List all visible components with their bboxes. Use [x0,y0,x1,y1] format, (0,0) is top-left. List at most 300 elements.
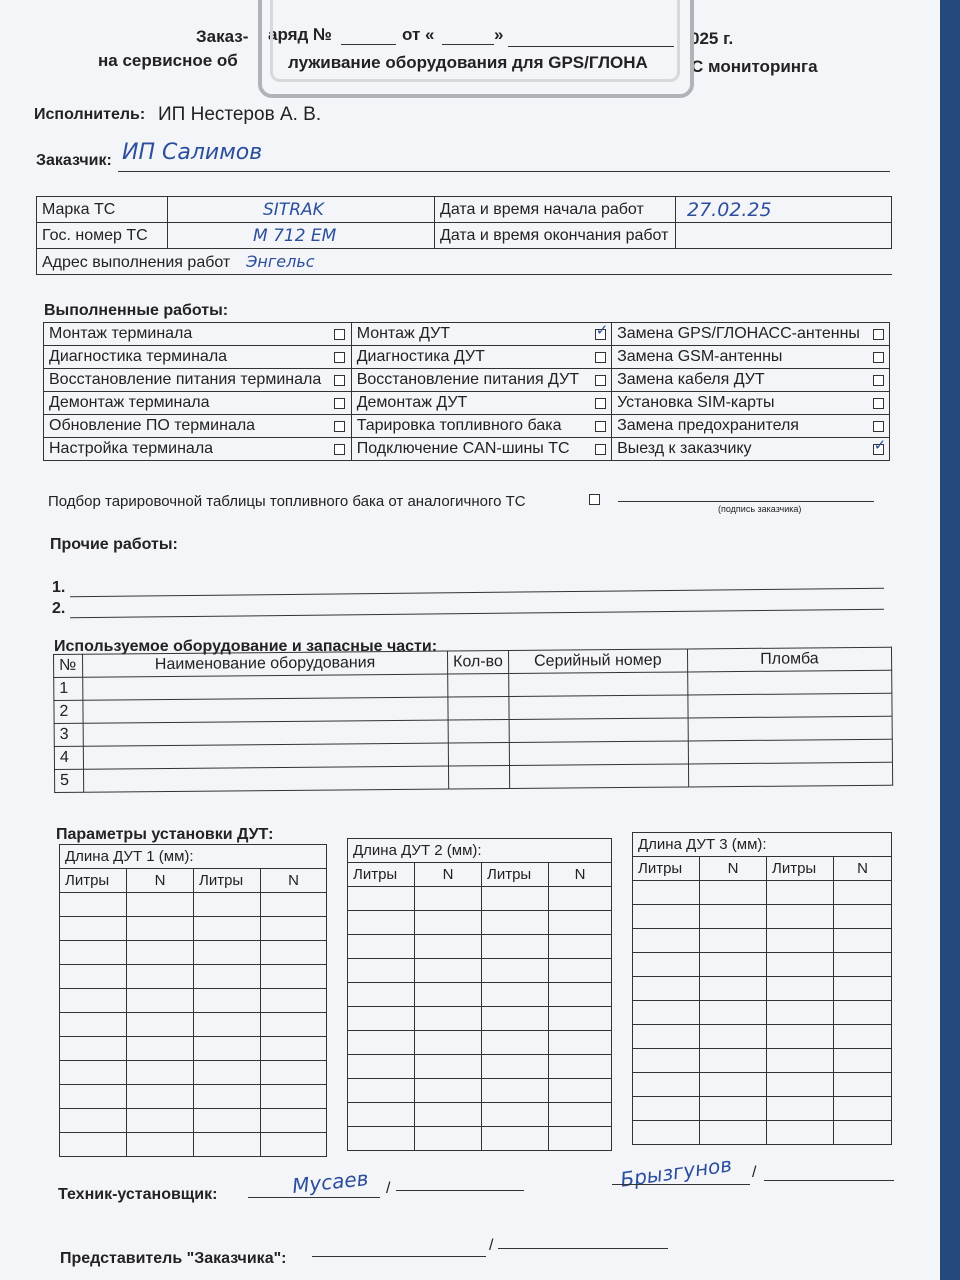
dut-cell[interactable] [482,935,549,959]
dut-cell[interactable] [482,1007,549,1031]
other-number-1: 1. [52,579,66,596]
table-row [60,893,327,917]
tech-signature-2: Брызгунов [618,1152,734,1192]
customer-signature-line [618,501,874,502]
plate-value: М 712 ЕМ [253,225,337,246]
works-row [44,346,890,369]
dut-cell[interactable] [60,917,127,941]
start-label: Дата и время начала работ [435,197,676,223]
table-row [60,1085,327,1109]
dut-cell[interactable] [549,1007,612,1031]
table-row [633,1025,892,1049]
works-row [44,392,890,415]
start-value: 27.02.25 [687,198,772,221]
eq-cell[interactable] [508,672,687,697]
dut-cell[interactable] [767,905,834,929]
dut-cell[interactable] [194,1013,261,1037]
dut-cell[interactable] [261,1037,327,1061]
eq-cell[interactable] [509,695,688,720]
dut-cell[interactable] [834,1025,892,1049]
dut1-n-a: N [127,869,194,893]
works-misc-label: Замена кабеля ДУТ [612,369,870,392]
eq-cell[interactable] [83,697,448,723]
dut-cell[interactable] [834,1049,892,1073]
eq-row-number: 2 [54,700,83,723]
dut-cell[interactable] [415,1127,482,1151]
works-terminal-checkbox[interactable] [334,329,345,340]
dut-cell[interactable] [348,983,415,1007]
table-row [348,1007,612,1031]
dut-cell[interactable] [482,1055,549,1079]
dut-cell[interactable] [482,1031,549,1055]
dut-cell[interactable] [415,1031,482,1055]
dut-cell[interactable] [633,953,700,977]
dut-cell[interactable] [549,911,612,935]
works-misc-label: Замена предохранителя [612,415,870,438]
dut1-n-b: N [261,869,327,893]
eq-cell[interactable] [83,743,448,769]
eq-cell[interactable] [688,716,892,741]
table-row [60,917,327,941]
works-dut-checkbox[interactable] [595,444,606,455]
equipment-table [53,647,893,793]
works-dut-checkbox[interactable] [595,375,606,386]
dut-cell[interactable] [767,1121,834,1145]
other-heading: Прочие работы: [50,536,178,553]
dut-cell[interactable] [767,953,834,977]
dut-cell[interactable] [700,953,767,977]
dut-cell[interactable] [415,1079,482,1103]
dut-cell[interactable] [633,1097,700,1121]
dut-cell[interactable] [348,959,415,983]
dut-cell[interactable] [127,1133,194,1157]
dut-cell[interactable] [482,1103,549,1127]
dut-cell[interactable] [700,1001,767,1025]
works-terminal-checkbox[interactable] [334,375,345,386]
works-terminal-check-cell [331,392,351,415]
dut-cell[interactable] [549,983,612,1007]
works-terminal-check-cell [331,346,351,369]
check-mark-icon: ✓ [873,437,887,454]
dut-cell[interactable] [194,917,261,941]
plate-label: Гос. номер ТС [37,223,168,249]
dut2-length-label: Длина ДУТ 2 (мм): [348,839,612,863]
works-terminal-label: Диагностика терминала [44,346,332,369]
eq-cell[interactable] [509,741,688,766]
dut3-liters-b: Литры [767,857,834,881]
executor-value: ИП Нестеров А. В. [158,104,322,125]
eq-cell[interactable] [448,766,509,790]
dut-cell[interactable] [60,1013,127,1037]
dut-cell[interactable] [348,1055,415,1079]
eq-col-qty: Кол-во [447,651,508,675]
works-misc-label: Замена GSM-антенны [612,346,870,369]
dut-cell[interactable] [549,1055,612,1079]
table-row [633,1049,892,1073]
end-label: Дата и время окончания работ [435,223,676,249]
rep-sign-line-1 [312,1256,486,1257]
dut-cell[interactable] [127,1085,194,1109]
dut-cell[interactable] [194,941,261,965]
works-misc-check-cell [870,438,890,461]
dut-cell[interactable] [348,935,415,959]
start-value-cell [676,197,892,223]
works-terminal-check-cell [331,323,351,346]
calibration-label: Подбор тарировочной таблицы топливного бака от аналогичного ТС [48,493,526,510]
eq-col-name: Наименование оборудования [83,651,448,677]
dut-cell[interactable] [194,893,261,917]
dut-cell[interactable] [549,935,612,959]
rep-slash: / [489,1237,494,1254]
works-terminal-check-cell [331,438,351,461]
works-dut-check-cell [592,346,612,369]
eq-cell[interactable] [84,766,449,792]
dut-cell[interactable] [261,1013,327,1037]
table-row [348,959,612,983]
title-subtitle-end: С мониторинга [691,57,818,76]
works-misc-check-cell [870,346,890,369]
dut-cell[interactable] [261,989,327,1013]
table-row [633,1121,892,1145]
dut-cell[interactable] [60,989,127,1013]
works-dut-check-cell [592,438,612,461]
dut-cell[interactable] [549,1031,612,1055]
dut-cell[interactable] [700,905,767,929]
dut-cell[interactable] [700,1073,767,1097]
dut1-length-label: Длина ДУТ 1 (мм): [60,845,327,869]
works-dut-check-cell [592,415,612,438]
eq-col-seal: Пломба [687,647,891,672]
dut-cell[interactable] [348,1007,415,1031]
plate-value-cell [168,223,435,249]
eq-cell[interactable] [83,674,448,700]
works-misc-checkbox[interactable] [873,329,884,340]
eq-cell[interactable] [448,743,509,767]
tech-sign-line-1 [248,1197,380,1198]
dut-cell[interactable] [415,911,482,935]
eq-cell[interactable] [509,718,688,743]
dut-cell[interactable] [549,1127,612,1151]
dut-cell[interactable] [348,911,415,935]
dut-cell[interactable] [767,1001,834,1025]
eq-cell[interactable] [448,674,509,698]
binder-clip-inner [270,0,680,82]
dut-cell[interactable] [633,1049,700,1073]
table-row [60,1133,327,1157]
dut-cell[interactable] [415,887,482,911]
dut-cell[interactable] [700,977,767,1001]
dut-cell[interactable] [261,1133,327,1157]
works-misc-check-cell [870,392,890,415]
works-terminal-checkbox[interactable] [334,421,345,432]
dut-cell[interactable] [261,941,327,965]
dut-cell[interactable] [348,1103,415,1127]
works-misc-label: Установка SIM-карты [612,392,870,415]
works-terminal-check-cell [331,415,351,438]
table-row [348,1031,612,1055]
table-row [348,935,612,959]
dut-cell[interactable] [127,1037,194,1061]
dut-cell[interactable] [834,1121,892,1145]
dut-cell[interactable] [767,881,834,905]
title-quote: » [494,25,504,44]
dut-cell[interactable] [700,1049,767,1073]
dut-cell[interactable] [700,929,767,953]
works-misc-check-cell [870,323,890,346]
works-misc-checkbox[interactable] [873,352,884,363]
works-terminal-checkbox[interactable] [334,398,345,409]
works-dut-label: Демонтаж ДУТ [351,392,592,415]
works-dut-label: Восстановление питания ДУТ [351,369,592,392]
address-label: Адрес выполнения работ [42,253,231,271]
eq-cell[interactable] [688,762,892,787]
dut-cell[interactable] [767,929,834,953]
works-terminal-check-cell [331,369,351,392]
dut-cell[interactable] [767,1049,834,1073]
dut-cell[interactable] [767,977,834,1001]
title-subtitle-left: на сервисное об [98,51,238,70]
dut-cell[interactable] [127,941,194,965]
customer-signature-caption: (подпись заказчика) [718,504,802,514]
dut-cell[interactable] [348,887,415,911]
works-row [44,438,890,461]
works-dut-check-cell [592,369,612,392]
works-misc-check-cell [870,415,890,438]
dut-cell[interactable] [261,893,327,917]
tech-label: Техник-установщик: [58,1186,218,1203]
dut-cell[interactable] [415,935,482,959]
dut-cell[interactable] [482,983,549,1007]
dut2-n-b: N [549,863,612,887]
dut-cell[interactable] [194,1109,261,1133]
dut-cell[interactable] [767,1097,834,1121]
dut-cell[interactable] [127,1013,194,1037]
works-misc-label: Замена GPS/ГЛОНАСС-антенны [612,323,870,346]
dut-cell[interactable] [261,1085,327,1109]
eq-row-number: 5 [55,769,84,792]
dut-cell[interactable] [194,1133,261,1157]
works-dut-check-cell [592,323,612,346]
dut1-liters-b: Литры [194,869,261,893]
dut1-liters-a: Литры [60,869,127,893]
brand-label: Марка ТС [37,197,168,223]
dut-cell[interactable] [482,959,549,983]
eq-cell[interactable] [688,693,892,718]
table-row [633,929,892,953]
dut-cell[interactable] [549,1079,612,1103]
table-row [633,1073,892,1097]
table-row [348,1079,612,1103]
eq-row-number: 4 [54,746,83,769]
dut-cell[interactable] [700,1025,767,1049]
dut-cell[interactable] [127,965,194,989]
tech-slash-2: / [752,1164,757,1181]
dut-cell[interactable] [127,917,194,941]
table-row [60,1061,327,1085]
dut-cell[interactable] [60,1061,127,1085]
dut-table-3 [632,832,892,1145]
works-terminal-label: Обновление ПО терминала [44,415,332,438]
dut-cell[interactable] [482,887,549,911]
dut-cell[interactable] [127,1061,194,1085]
table-row [60,965,327,989]
dut-cell[interactable] [834,1073,892,1097]
dut-cell[interactable] [633,977,700,1001]
title-part-2: аряд № [268,25,332,44]
works-row [44,369,890,392]
eq-row-number: 1 [54,677,83,700]
dut-cell[interactable] [348,1079,415,1103]
dut-cell[interactable] [633,1001,700,1025]
works-dut-label: Подключение CAN-шины ТС [351,438,592,461]
dut-cell[interactable] [60,965,127,989]
dut-cell[interactable] [633,1073,700,1097]
dut-cell[interactable] [261,1061,327,1085]
works-dut-label: Монтаж ДУТ [351,323,592,346]
dut-cell[interactable] [127,989,194,1013]
works-misc-checkbox[interactable] [873,375,884,386]
dut-cell[interactable] [194,1037,261,1061]
dut-cell[interactable] [261,917,327,941]
eq-col-serial: Серийный номер [508,649,687,674]
dut-cell[interactable] [834,905,892,929]
table-row [348,887,612,911]
works-dut-checkbox[interactable] [595,352,606,363]
eq-cell[interactable] [687,670,891,695]
works-misc-label: Выезд к заказчику [612,438,870,461]
table-row [60,989,327,1013]
dut-cell[interactable] [60,1133,127,1157]
dut-table-1 [59,844,327,1157]
customer-line [118,171,890,172]
works-heading: Выполненные работы: [44,302,229,319]
works-dut-checkbox[interactable] [595,398,606,409]
dut-cell[interactable] [700,1121,767,1145]
dut3-liters-a: Литры [633,857,700,881]
dut-cell[interactable] [482,911,549,935]
works-terminal-label: Монтаж терминала [44,323,332,346]
works-terminal-label: Восстановление питания терминала [44,369,332,392]
table-row [348,1103,612,1127]
table-row [60,941,327,965]
dut-cell[interactable] [60,941,127,965]
eq-cell[interactable] [448,697,509,721]
dut2-n-a: N [415,863,482,887]
dut-cell[interactable] [194,1085,261,1109]
dut-cell[interactable] [834,977,892,1001]
works-terminal-checkbox[interactable] [334,352,345,363]
dut-cell[interactable] [127,1109,194,1133]
rep-sign-line-2 [498,1248,668,1249]
dut-cell[interactable] [194,965,261,989]
calibration-checkbox[interactable] [589,494,600,505]
dut-cell[interactable] [60,1109,127,1133]
tech-slash-1: / [386,1180,391,1197]
dut-cell[interactable] [482,1127,549,1151]
dut-cell[interactable] [549,959,612,983]
representative-label: Представитель "Заказчика": [60,1250,287,1267]
dut-cell[interactable] [767,1025,834,1049]
title-from: от « [402,25,435,44]
dut2-liters-b: Литры [482,863,549,887]
dut-cell[interactable] [194,1061,261,1085]
dut-cell[interactable] [549,1103,612,1127]
dut-cell[interactable] [261,1109,327,1133]
dut-cell[interactable] [549,887,612,911]
works-misc-checkbox[interactable] [873,421,884,432]
table-row [348,983,612,1007]
dut-cell[interactable] [415,1103,482,1127]
dut-cell[interactable] [633,1025,700,1049]
dut-cell[interactable] [700,881,767,905]
address-value: Энгельс [246,251,315,271]
table-row [348,911,612,935]
customer-value: ИП Салимов [122,140,263,165]
table-row [633,953,892,977]
address-cell [37,249,435,275]
eq-cell[interactable] [83,720,448,746]
dut-cell[interactable] [415,959,482,983]
dut-cell[interactable] [834,1001,892,1025]
works-terminal-label: Демонтаж терминала [44,392,332,415]
dut-cell[interactable] [482,1079,549,1103]
dut-cell[interactable] [415,1007,482,1031]
works-misc-checkbox[interactable] [873,398,884,409]
dut-cell[interactable] [60,1037,127,1061]
dut-cell[interactable] [834,1097,892,1121]
executor-label: Исполнитель: [34,106,146,123]
dut-table-2 [347,838,612,1151]
dut-cell[interactable] [834,953,892,977]
dut-cell[interactable] [767,1073,834,1097]
works-dut-checkbox[interactable] [595,421,606,432]
brand-value: SITRAK [263,199,324,220]
dut-cell[interactable] [633,929,700,953]
dut-cell[interactable] [348,1127,415,1151]
dut-cell[interactable] [415,1055,482,1079]
table-row [633,905,892,929]
dut-cell[interactable] [348,1031,415,1055]
table-row [348,1055,612,1079]
dut-cell[interactable] [415,983,482,1007]
dut-cell[interactable] [700,1097,767,1121]
dut-cell[interactable] [127,893,194,917]
eq-row-number: 3 [54,723,83,746]
clipboard-edge [940,0,960,1280]
works-terminal-checkbox[interactable] [334,444,345,455]
works-dut-label: Диагностика ДУТ [351,346,592,369]
eq-cell[interactable] [448,720,509,744]
title-part-1: Заказ- [196,27,249,46]
dut-cell[interactable] [194,989,261,1013]
dut-cell[interactable] [633,905,700,929]
dut-cell[interactable] [633,1121,700,1145]
dut3-length-label: Длина ДУТ 3 (мм): [633,833,892,857]
dut2-liters-a: Литры [348,863,415,887]
eq-cell[interactable] [688,739,892,764]
dut-cell[interactable] [633,881,700,905]
dut-cell[interactable] [60,1085,127,1109]
dut-cell[interactable] [261,965,327,989]
vehicle-table [36,196,892,275]
dut-cell[interactable] [60,893,127,917]
equipment-heading: Используемое оборудование и запасные части: [54,638,438,655]
dut-cell[interactable] [834,881,892,905]
eq-cell[interactable] [509,764,688,789]
dut-cell[interactable] [834,929,892,953]
table-row [60,1037,327,1061]
works-terminal-label: Настройка терминала [44,438,332,461]
